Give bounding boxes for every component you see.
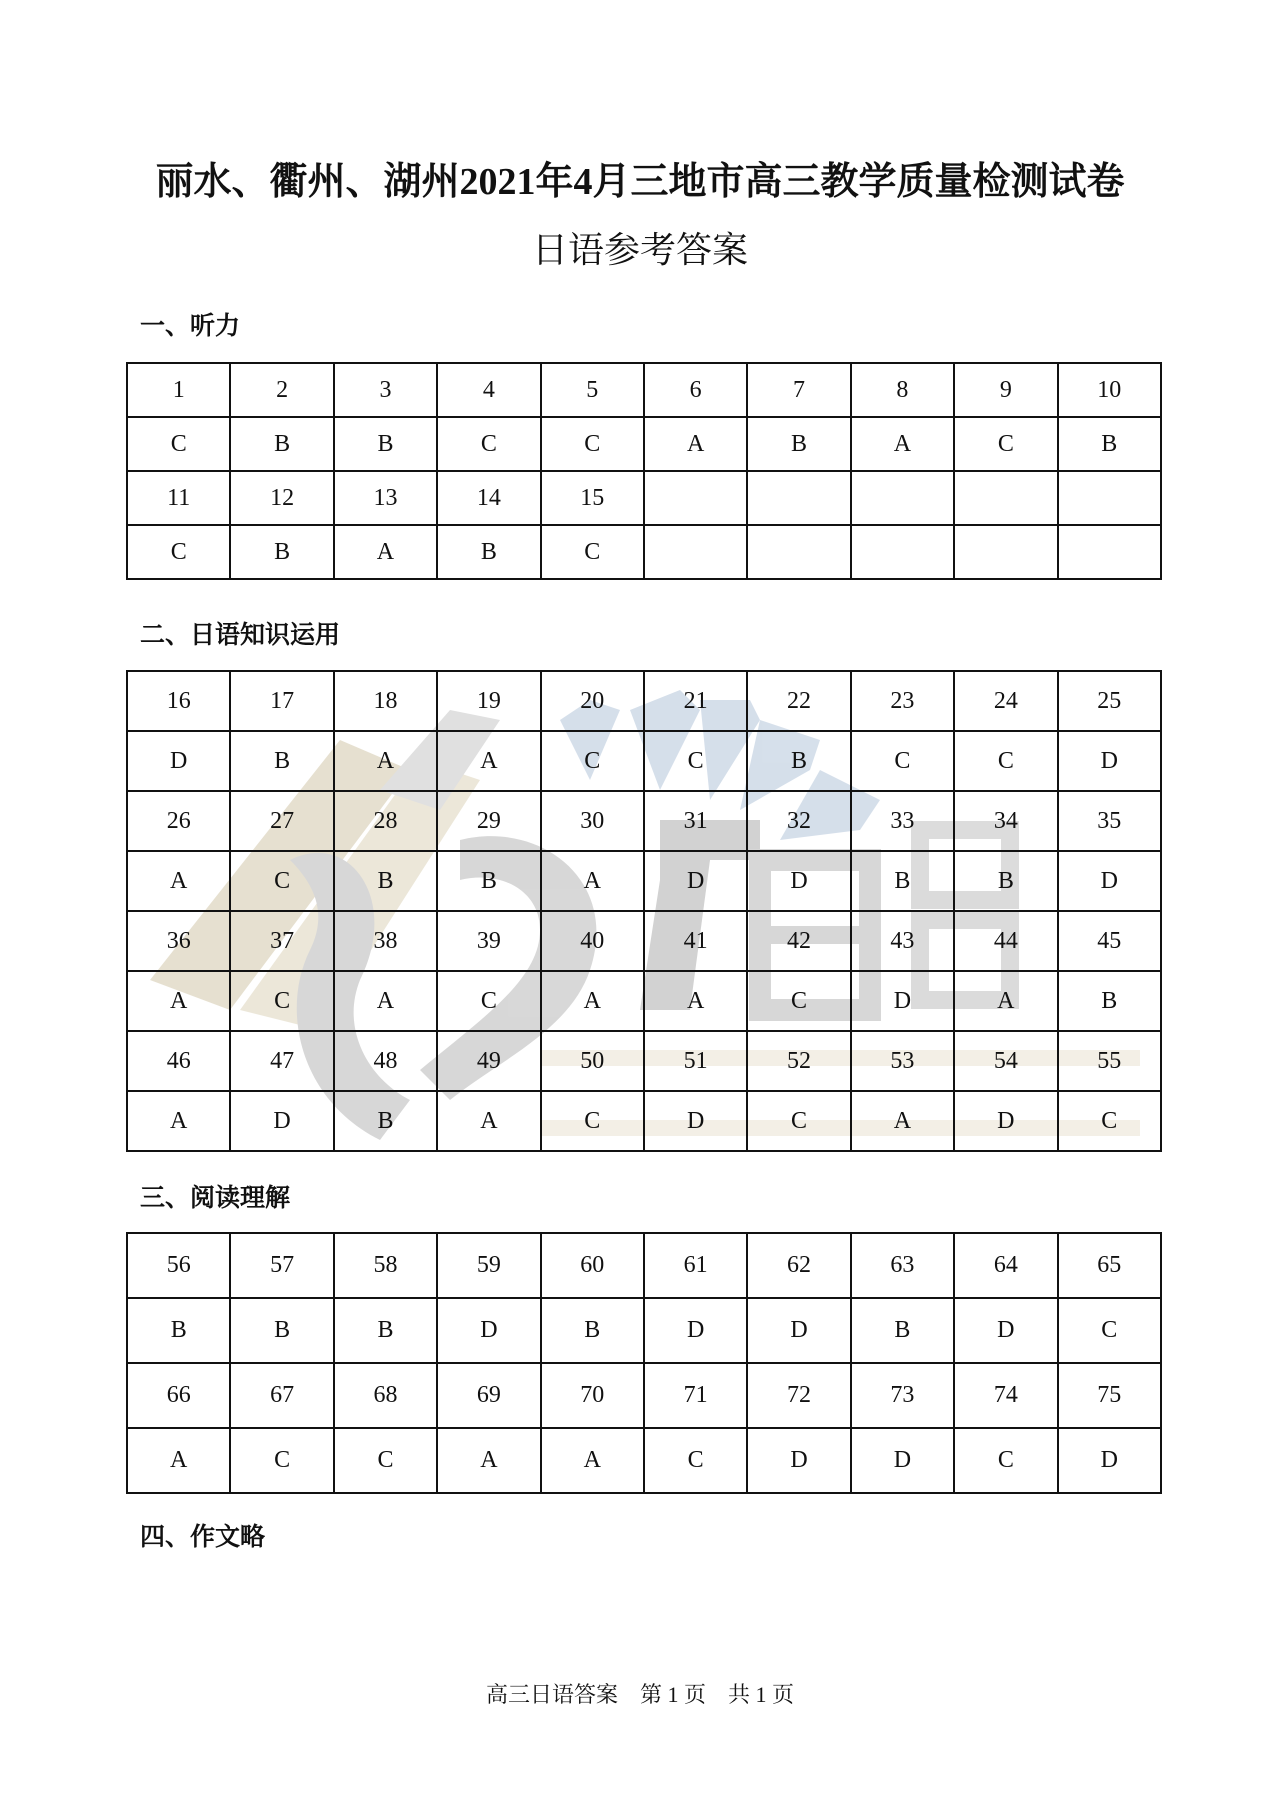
- answer-cell: [954, 525, 1057, 579]
- answer-cell: B: [1058, 971, 1161, 1031]
- question-number-cell: 20: [541, 671, 644, 731]
- question-number-cell: 50: [541, 1031, 644, 1091]
- question-number-cell: 16: [127, 671, 230, 731]
- question-number-cell: 31: [644, 791, 747, 851]
- question-number-cell: 66: [127, 1363, 230, 1428]
- answer-cell: C: [541, 525, 644, 579]
- answer-cell: C: [230, 851, 333, 911]
- answer-cell: A: [851, 1091, 954, 1151]
- answer-cell: A: [541, 971, 644, 1031]
- question-number-cell: 69: [437, 1363, 540, 1428]
- question-number-cell: 72: [747, 1363, 850, 1428]
- answer-cell: C: [230, 971, 333, 1031]
- answer-cell: D: [1058, 851, 1161, 911]
- answer-cell: A: [334, 971, 437, 1031]
- answer-cell: D: [437, 1298, 540, 1363]
- answer-cell: B: [334, 1298, 437, 1363]
- question-number-cell: 28: [334, 791, 437, 851]
- question-number-cell: 1: [127, 363, 230, 417]
- answer-cell: B: [851, 851, 954, 911]
- answer-cell: A: [954, 971, 1057, 1031]
- page-footer: 高三日语答案 第 1 页 共 1 页: [485, 1682, 794, 1707]
- answer-cell: B: [851, 1298, 954, 1363]
- table-row: [127, 971, 1161, 1031]
- answer-cell: C: [437, 417, 540, 471]
- section-heading-writing: 四、作文略: [140, 1524, 266, 1551]
- question-number-cell: 38: [334, 911, 437, 971]
- answer-cell: D: [747, 851, 850, 911]
- answer-cell: C: [954, 1428, 1057, 1493]
- table-row: [127, 671, 1161, 731]
- question-number-cell: 42: [747, 911, 850, 971]
- question-number-cell: 30: [541, 791, 644, 851]
- question-number-cell: 41: [644, 911, 747, 971]
- answer-cell: D: [230, 1091, 333, 1151]
- answer-cell: B: [230, 417, 333, 471]
- question-number-cell: 56: [127, 1233, 230, 1298]
- question-number-cell: 35: [1058, 791, 1161, 851]
- question-number-cell: 19: [437, 671, 540, 731]
- answer-cell: B: [747, 417, 850, 471]
- answer-cell: D: [644, 851, 747, 911]
- question-number-cell: 27: [230, 791, 333, 851]
- answer-cell: A: [644, 417, 747, 471]
- question-number-cell: 39: [437, 911, 540, 971]
- section-heading-listening: 一、听力: [140, 313, 241, 340]
- answer-cell: B: [437, 851, 540, 911]
- answer-cell: B: [334, 851, 437, 911]
- answer-cell: A: [437, 1091, 540, 1151]
- page-title: 丽水、衢州、湖州2021年4月三地市高三教学质量检测试卷: [155, 161, 1125, 203]
- question-number-cell: 61: [644, 1233, 747, 1298]
- question-number-cell: 37: [230, 911, 333, 971]
- question-number-cell: 67: [230, 1363, 333, 1428]
- answer-cell: D: [747, 1428, 850, 1493]
- answer-cell: A: [127, 1428, 230, 1493]
- question-number-cell: 75: [1058, 1363, 1161, 1428]
- answer-cell: B: [127, 1298, 230, 1363]
- question-number-cell: 46: [127, 1031, 230, 1091]
- answer-cell: A: [541, 1428, 644, 1493]
- question-number-cell: 4: [437, 363, 540, 417]
- question-number-cell: 34: [954, 791, 1057, 851]
- answer-cell: A: [437, 731, 540, 791]
- answer-cell: C: [954, 417, 1057, 471]
- question-number-cell: 2: [230, 363, 333, 417]
- question-number-cell: 73: [851, 1363, 954, 1428]
- answer-cell: [644, 525, 747, 579]
- question-number-cell: [851, 471, 954, 525]
- answer-cell: C: [541, 417, 644, 471]
- answer-cell: C: [851, 731, 954, 791]
- question-number-cell: 58: [334, 1233, 437, 1298]
- question-number-cell: 22: [747, 671, 850, 731]
- question-number-cell: 33: [851, 791, 954, 851]
- answer-cell: A: [334, 731, 437, 791]
- question-number-cell: 29: [437, 791, 540, 851]
- table-row: [127, 525, 1161, 579]
- question-number-cell: 8: [851, 363, 954, 417]
- answer-cell: B: [230, 731, 333, 791]
- question-number-cell: 64: [954, 1233, 1057, 1298]
- question-number-cell: 26: [127, 791, 230, 851]
- table-row: [127, 1363, 1161, 1428]
- question-number-cell: 68: [334, 1363, 437, 1428]
- answer-cell: D: [954, 1298, 1057, 1363]
- answer-cell: A: [127, 971, 230, 1031]
- question-number-cell: 47: [230, 1031, 333, 1091]
- table-row: [127, 1031, 1161, 1091]
- question-number-cell: 11: [127, 471, 230, 525]
- question-number-cell: [1058, 471, 1161, 525]
- table-row: [127, 471, 1161, 525]
- answer-cell: C: [1058, 1091, 1161, 1151]
- answer-cell: B: [541, 1298, 644, 1363]
- answer-cell: A: [644, 971, 747, 1031]
- answer-cell: C: [541, 1091, 644, 1151]
- answer-cell: A: [334, 525, 437, 579]
- question-number-cell: 14: [437, 471, 540, 525]
- question-number-cell: [644, 471, 747, 525]
- question-number-cell: 15: [541, 471, 644, 525]
- question-number-cell: 17: [230, 671, 333, 731]
- question-number-cell: 57: [230, 1233, 333, 1298]
- answer-cell: C: [747, 971, 850, 1031]
- question-number-cell: 65: [1058, 1233, 1161, 1298]
- answer-cell: B: [747, 731, 850, 791]
- answer-cell: D: [644, 1298, 747, 1363]
- question-number-cell: 63: [851, 1233, 954, 1298]
- answer-cell: A: [541, 851, 644, 911]
- question-number-cell: 7: [747, 363, 850, 417]
- answer-table-listening: [126, 362, 1162, 580]
- answer-cell: A: [127, 1091, 230, 1151]
- answer-cell: B: [1058, 417, 1161, 471]
- answer-cell: B: [334, 417, 437, 471]
- answer-cell: C: [954, 731, 1057, 791]
- answer-cell: B: [334, 1091, 437, 1151]
- answer-cell: C: [127, 417, 230, 471]
- question-number-cell: 71: [644, 1363, 747, 1428]
- table-row: [127, 1428, 1161, 1493]
- question-number-cell: 70: [541, 1363, 644, 1428]
- question-number-cell: 21: [644, 671, 747, 731]
- answer-cell: B: [437, 525, 540, 579]
- question-number-cell: 60: [541, 1233, 644, 1298]
- answer-cell: B: [954, 851, 1057, 911]
- page-subtitle: 日语参考答案: [531, 230, 748, 270]
- question-number-cell: 43: [851, 911, 954, 971]
- question-number-cell: 53: [851, 1031, 954, 1091]
- table-row: [127, 1233, 1161, 1298]
- question-number-cell: 32: [747, 791, 850, 851]
- question-number-cell: 9: [954, 363, 1057, 417]
- question-number-cell: 12: [230, 471, 333, 525]
- question-number-cell: 40: [541, 911, 644, 971]
- table-row: [127, 1091, 1161, 1151]
- question-number-cell: 6: [644, 363, 747, 417]
- answer-table-knowledge: [126, 670, 1162, 1152]
- answer-cell: C: [437, 971, 540, 1031]
- question-number-cell: 62: [747, 1233, 850, 1298]
- question-number-cell: 52: [747, 1031, 850, 1091]
- answer-cell: A: [437, 1428, 540, 1493]
- answer-cell: C: [127, 525, 230, 579]
- question-number-cell: 48: [334, 1031, 437, 1091]
- answer-cell: [1058, 525, 1161, 579]
- table-row: [127, 851, 1161, 911]
- question-number-cell: 25: [1058, 671, 1161, 731]
- answer-cell: C: [747, 1091, 850, 1151]
- answer-cell: D: [127, 731, 230, 791]
- question-number-cell: 3: [334, 363, 437, 417]
- question-number-cell: 49: [437, 1031, 540, 1091]
- question-number-cell: [954, 471, 1057, 525]
- question-number-cell: 74: [954, 1363, 1057, 1428]
- answer-cell: D: [851, 971, 954, 1031]
- question-number-cell: 54: [954, 1031, 1057, 1091]
- answer-cell: B: [230, 1298, 333, 1363]
- answer-cell: D: [851, 1428, 954, 1493]
- question-number-cell: 55: [1058, 1031, 1161, 1091]
- question-number-cell: [747, 471, 850, 525]
- table-row: [127, 791, 1161, 851]
- question-number-cell: 5: [541, 363, 644, 417]
- question-number-cell: 45: [1058, 911, 1161, 971]
- answer-cell: D: [954, 1091, 1057, 1151]
- answer-cell: C: [334, 1428, 437, 1493]
- answer-cell: A: [851, 417, 954, 471]
- question-number-cell: 36: [127, 911, 230, 971]
- answer-cell: C: [541, 731, 644, 791]
- answer-cell: D: [1058, 1428, 1161, 1493]
- answer-cell: C: [230, 1428, 333, 1493]
- question-number-cell: 44: [954, 911, 1057, 971]
- section-heading-knowledge: 二、日语知识运用: [140, 622, 341, 649]
- question-number-cell: 23: [851, 671, 954, 731]
- answer-cell: [747, 525, 850, 579]
- table-row: [127, 1298, 1161, 1363]
- table-row: [127, 363, 1161, 417]
- table-row: [127, 417, 1161, 471]
- section-heading-reading: 三、阅读理解: [140, 1185, 291, 1212]
- answer-cell: C: [644, 1428, 747, 1493]
- answer-cell: B: [230, 525, 333, 579]
- question-number-cell: 18: [334, 671, 437, 731]
- question-number-cell: 59: [437, 1233, 540, 1298]
- question-number-cell: 51: [644, 1031, 747, 1091]
- table-row: [127, 911, 1161, 971]
- question-number-cell: 13: [334, 471, 437, 525]
- answer-cell: D: [747, 1298, 850, 1363]
- answer-cell: A: [127, 851, 230, 911]
- table-row: [127, 731, 1161, 791]
- answer-cell: [851, 525, 954, 579]
- answer-table-reading: [126, 1232, 1162, 1494]
- answer-cell: C: [644, 731, 747, 791]
- answer-cell: C: [1058, 1298, 1161, 1363]
- answer-cell: D: [1058, 731, 1161, 791]
- question-number-cell: 10: [1058, 363, 1161, 417]
- answer-cell: D: [644, 1091, 747, 1151]
- question-number-cell: 24: [954, 671, 1057, 731]
